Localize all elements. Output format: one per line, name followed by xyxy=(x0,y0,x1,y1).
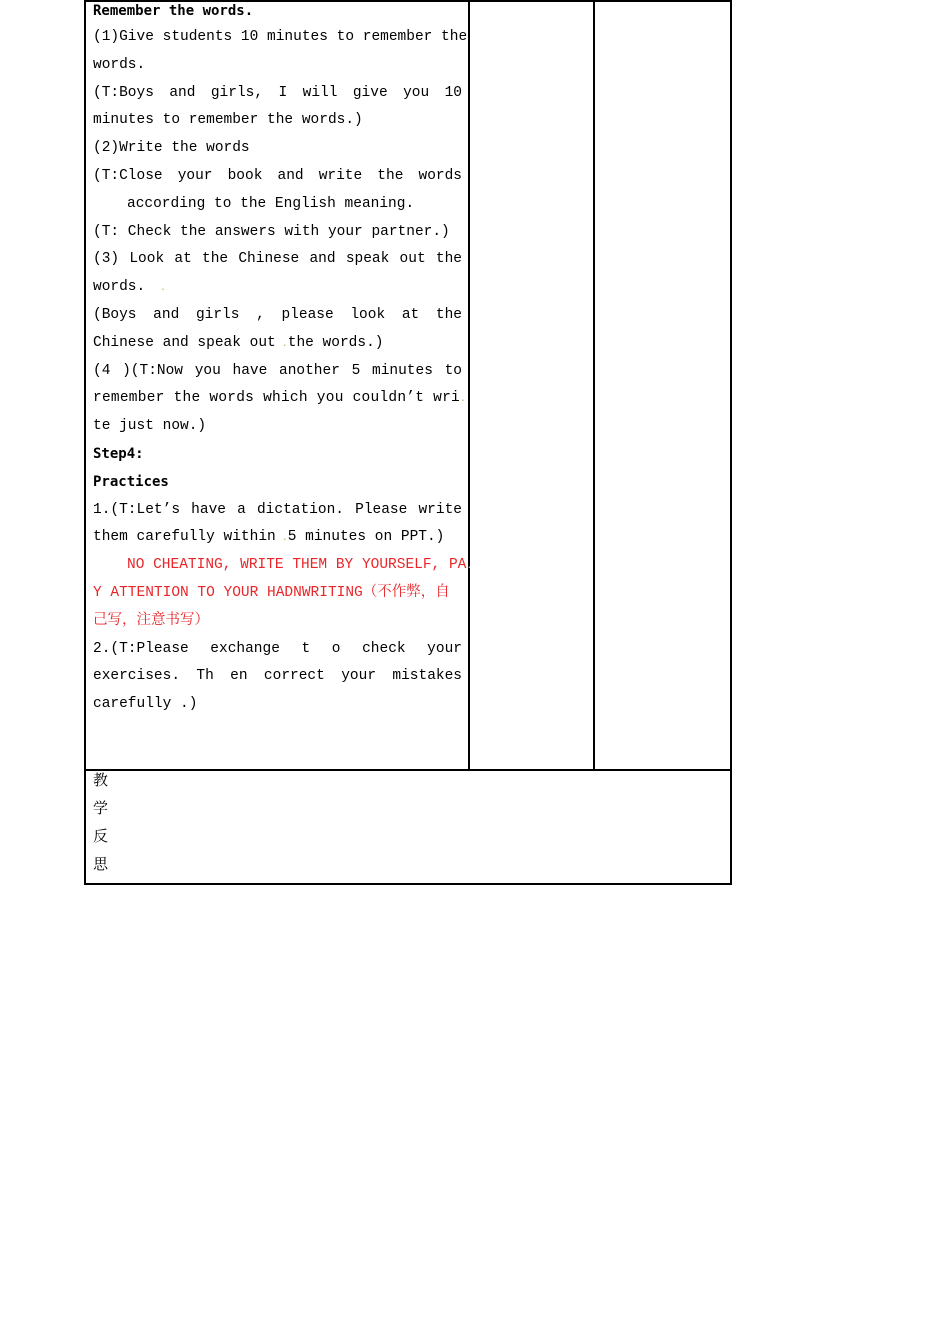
empty-cell-column-3 xyxy=(595,2,730,769)
procedure-text: them carefully within xyxy=(93,529,276,546)
editing-mark: . xyxy=(275,533,288,545)
teaching-reflection-cell xyxy=(86,770,730,884)
warning-text: NO CHEATING, WRITE THEM BY YOURSELF, PA xyxy=(127,557,467,574)
procedure-line: exercises. Th en correct your mistakes xyxy=(93,668,462,685)
procedure-line: (T:Boys and girls, I will give you 10 xyxy=(93,84,462,101)
procedure-line: (Boys and girls , please look at the xyxy=(93,306,462,323)
procedure-text: words. xyxy=(93,279,146,296)
procedure-line: te just now.) xyxy=(93,418,207,435)
procedure-text: remember the words which you couldn’t wri xyxy=(93,390,461,407)
editing-mark: . xyxy=(460,394,467,406)
step-heading: Step4: xyxy=(93,445,144,462)
warning-line xyxy=(93,552,473,580)
procedure-line xyxy=(93,330,462,358)
procedure-line xyxy=(93,385,467,413)
procedure-line: words. xyxy=(93,56,146,73)
procedure-line: minutes to remember the words.) xyxy=(93,112,363,129)
procedure-line: (1)Give students 10 minutes to remember the xyxy=(93,29,468,45)
procedure-line: (4 )(T:Now you have another 5 minutes to xyxy=(93,362,462,379)
warning-line: Y ATTENTION TO YOUR HADNWRITING（不作弊，自 xyxy=(93,584,450,601)
procedure-line: (2)Write the words xyxy=(93,140,250,157)
procedure-line: 1.(T:Let’s have a dictation. Please write xyxy=(93,501,462,518)
reflection-label-char: 思 xyxy=(93,855,109,873)
procedure-line: according to the English meaning. xyxy=(127,195,415,212)
table-border-right xyxy=(730,0,732,885)
reflection-label-char: 反 xyxy=(93,827,109,845)
procedure-line xyxy=(93,524,462,552)
procedure-line xyxy=(93,274,462,302)
procedure-text: the words.) xyxy=(287,334,384,351)
procedure-text: 5 minutes on PPT.) xyxy=(287,529,445,546)
warning-line: 己写，注意书写） xyxy=(93,612,209,629)
reflection-label-char: 学 xyxy=(93,799,109,817)
editing-mark: . xyxy=(275,338,288,350)
lesson-procedure-cell xyxy=(86,0,473,770)
procedure-line: (3) Look at the Chinese and speak out the xyxy=(93,251,462,268)
section-heading: Remember the words. xyxy=(93,3,254,19)
procedure-line: carefully .) xyxy=(93,696,198,713)
editing-mark: . xyxy=(153,283,166,295)
reflection-label-char: 教 xyxy=(93,771,109,789)
editing-mark: . xyxy=(466,561,473,573)
procedure-line: 2.(T:Please exchange t o check your xyxy=(93,640,462,657)
practices-heading: Practices xyxy=(93,473,169,490)
procedure-text: Chinese and speak out xyxy=(93,334,276,351)
procedure-line: (T:Close your book and write the words xyxy=(93,167,462,184)
empty-cell-column-2 xyxy=(470,2,593,769)
procedure-line: (T: Check the answers with your partner.) xyxy=(93,223,450,240)
